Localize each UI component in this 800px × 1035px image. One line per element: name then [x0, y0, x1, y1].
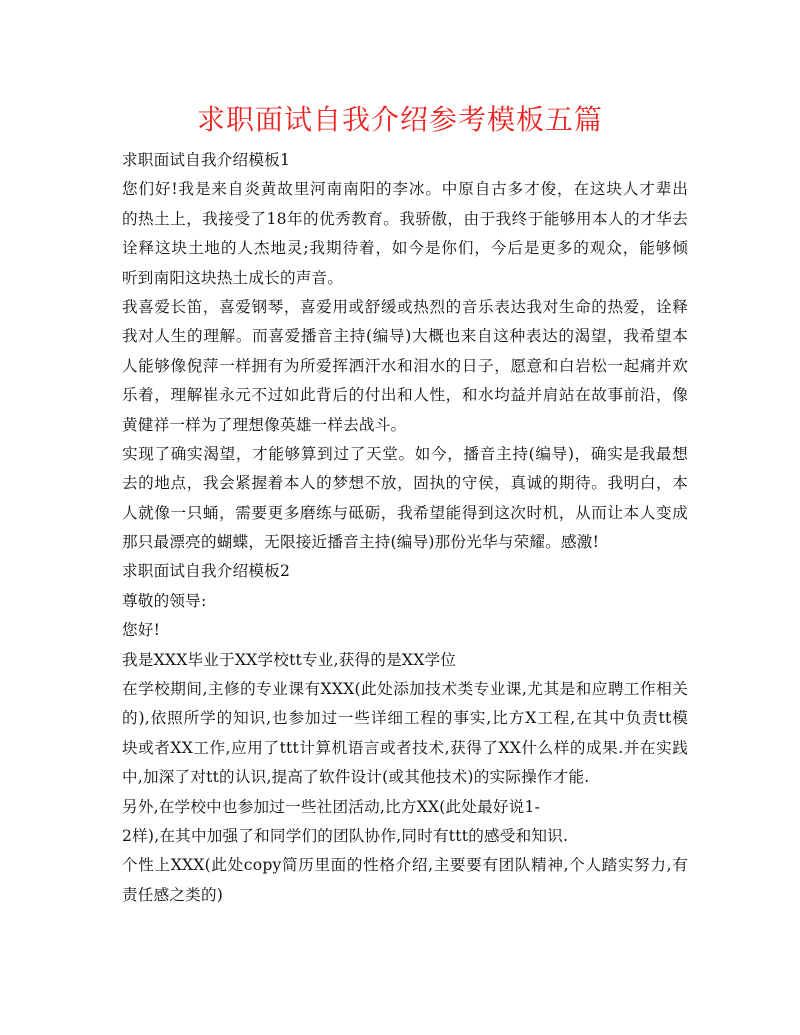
- paragraph-line: 个性上XXX(此处copy简历里面的性格介绍,主要要有团队精神,个人踏实努力,有: [122, 856, 688, 875]
- paragraph-line: 实现了确实渴望，才能够算到过了天堂。如今，播音主持(编导)，确实是我最想: [122, 444, 688, 463]
- paragraph-line: 在学校期间,主修的专业课有XXX(此处添加技术类专业课,尤其是和应聘工作相关: [122, 680, 688, 699]
- document-title: 求职面试自我介绍参考模板五篇: [196, 103, 603, 136]
- paragraph-line: 责任感之类的): [122, 885, 224, 904]
- paragraph-line: 我喜爱长笛，喜爱钢琴，喜爱用或舒缓或热烈的音乐表达我对生命的热爱，诠释: [122, 297, 688, 316]
- paragraph-line: 求职面试自我介绍模板2: [122, 562, 291, 581]
- paragraph-line: 2样),在其中加强了和同学们的团队协作,同时有ttt的感受和知识.: [122, 826, 569, 845]
- paragraph-line: 人就像一只蛹，需要更多磨练与砥砺，我希望能得到这次时机，从而让本人变成: [122, 503, 688, 522]
- paragraph-line: 中,加深了对tt的认识,提高了软件设计(或其他技术)的实际操作才能.: [122, 768, 590, 787]
- paragraph-line: 我是XXX毕业于XX学校tt专业,获得的是XX学位: [122, 650, 457, 669]
- paragraph-line: 听到南阳这块热土成长的声音。: [122, 268, 344, 287]
- paragraph-line: 诠释这块土地的人杰地灵;我期待着，如今是你们，今后是更多的观众，能够倾: [122, 239, 688, 258]
- paragraph-line: 去的地点，我会紧握着本人的梦想不放，固执的守侯，真诚的期待。我明白，本: [122, 474, 688, 493]
- paragraph-line: 求职面试自我介绍模板1: [122, 151, 291, 169]
- paragraph-line: 尊敬的领导:: [122, 591, 207, 610]
- paragraph-line: 的热土上，我接受了18年的优秀教育。我骄傲，由于我终于能够用本人的才华去: [122, 209, 688, 228]
- paragraph-line: 您们好!我是来自炎黄故里河南南阳的李冰。中原自古多才俊，在这块人才辈出: [122, 180, 688, 199]
- paragraph-line: 我对人生的理解。而喜爱播音主持(编导)大概也来自这种表达的渴望，我希望本: [122, 327, 688, 346]
- paragraph-line: 您好!: [122, 621, 161, 640]
- document-body: [122, 146, 688, 910]
- paragraph-line: 乐着，理解崔永元不过如此背后的付出和人性，和水均益并肩站在故事前沿，像: [122, 386, 688, 405]
- paragraph-line: 那只最漂亮的蝴蝶，无限接近播音主持(编导)那份光华与荣耀。感激!: [122, 533, 600, 552]
- paragraph-line: 的),依照所学的知识,也参加过一些详细工程的事实,比方X工程,在其中负责tt模: [122, 709, 688, 728]
- paragraph-line: 块或者XX工作,应用了ttt计算机语言或者技术,获得了XX什么样的成果.并在实践: [122, 738, 688, 757]
- paragraph-line: 人能够像倪萍一样拥有为所爱挥洒汗水和泪水的日子，愿意和白岩松一起痛并欢: [122, 356, 688, 375]
- paragraph-line: 另外,在学校中也参加过一些社团活动,比方XX(此处最好说1-: [122, 797, 541, 816]
- paragraph-line: 黄健祥一样为了理想像英雄一样去战斗。: [122, 415, 407, 434]
